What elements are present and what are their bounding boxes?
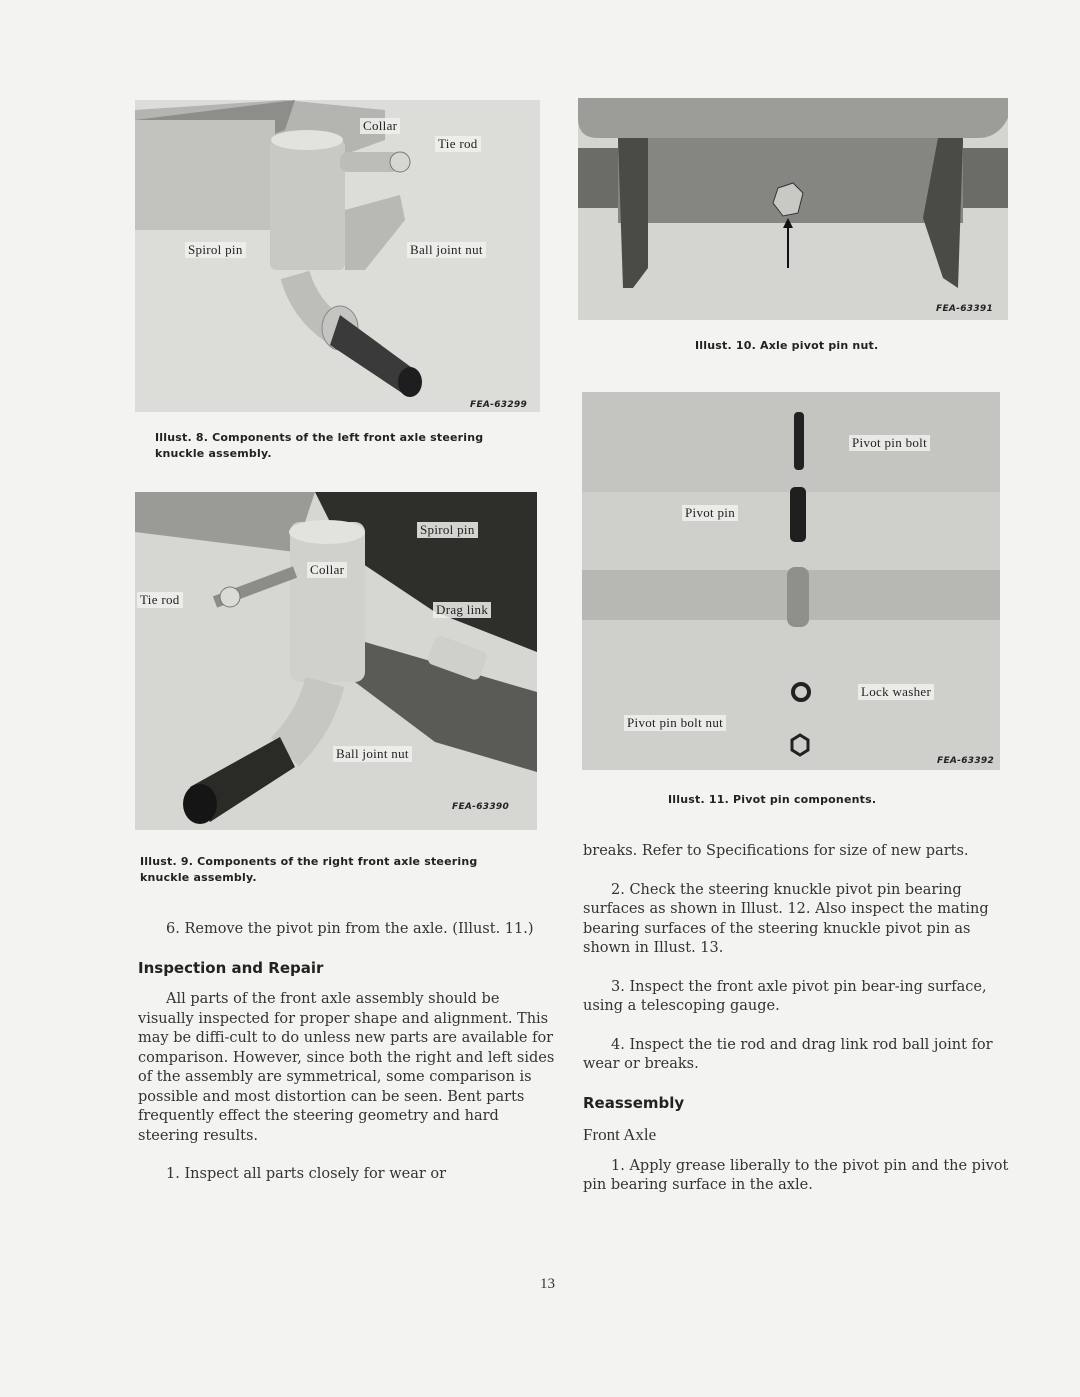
inspection-step-1: 1. Inspect all parts closely for wear or	[166, 1166, 447, 1182]
page-number: 13	[540, 1276, 555, 1292]
steering-knuckle-right-illustration	[135, 492, 537, 830]
illust-10-figure	[578, 98, 1008, 320]
illust-11-photo	[582, 392, 1000, 770]
callout-pivot-pin-bolt: Pivot pin bolt	[849, 435, 930, 451]
inspection-step-4: 4. Inspect the tie rod and drag link rod ball joint for wear or breaks.	[583, 1036, 993, 1072]
illust-9-figure	[135, 492, 537, 830]
figure-code: FEA-63390	[452, 802, 510, 812]
illust-8-photo	[135, 100, 540, 412]
callout-collar: Collar	[307, 562, 347, 578]
figure-code: FEA-63391	[936, 304, 994, 314]
callout-spirol-pin: Spirol pin	[185, 242, 246, 258]
callout-spirol-pin: Spirol pin	[417, 522, 478, 538]
callout-ball-joint-nut: Ball joint nut	[333, 746, 412, 762]
reassembly-heading: Reassembly	[583, 1093, 685, 1112]
right-text-column	[583, 842, 1013, 1215]
step-1-continued: breaks. Refer to Specifications for size of new parts.	[583, 843, 969, 859]
callout-tie-rod: Tie rod	[435, 136, 481, 152]
illust-8-caption: Illust. 8. Components of the left front axle steering knuckle assembly.	[155, 431, 484, 460]
pivot-pin-components-illustration	[582, 392, 1000, 770]
callout-collar: Collar	[360, 118, 400, 134]
reassembly-step-1: 1. Apply grease liberally to the pivot pin and the pivot pin bearing surface in the axle.	[583, 1157, 1009, 1193]
callout-pivot-pin: Pivot pin	[682, 505, 738, 521]
callout-lock-washer: Lock washer	[858, 684, 934, 700]
figure-code: FEA-63392	[937, 756, 995, 766]
axle-pivot-pin-nut-illustration	[578, 98, 1008, 320]
front-axle-subheading: Front Axle	[583, 1125, 657, 1144]
left-text-column	[138, 920, 558, 1204]
figure-code: FEA-63299	[470, 400, 528, 410]
inspection-step-2: 2. Check the steering knuckle pivot pin bearing surfaces as shown in Illust. 12. Also inspect the mating bearing surfaces of the steering knuckle pivot pin as shown in Illust. 13.	[583, 881, 989, 956]
illust-11-figure	[582, 392, 1000, 770]
inspection-repair-heading: Inspection and Repair	[138, 958, 324, 977]
inspection-step-3: 3. Inspect the front axle pivot pin bear-ing surface, using a telescoping gauge.	[583, 978, 987, 1014]
illust-11-caption: Illust. 11. Pivot pin components.	[668, 793, 877, 806]
step-6: 6. Remove the pivot pin from the axle. (Illust. 11.)	[166, 921, 534, 937]
illust-8-figure	[135, 100, 540, 420]
illust-10-caption: Illust. 10. Axle pivot pin nut.	[695, 339, 879, 352]
illust-9-photo	[135, 492, 537, 830]
illust-10-photo	[578, 98, 1008, 320]
callout-pivot-pin-bolt-nut: Pivot pin bolt nut	[624, 715, 726, 731]
illust-9-caption: Illust. 9. Components of the right front axle steering knuckle assembly.	[140, 855, 478, 884]
callout-drag-link: Drag link	[433, 602, 491, 618]
callout-ball-joint-nut: Ball joint nut	[407, 242, 486, 258]
inspection-intro: All parts of the front axle assembly should be visually inspected for proper shape and alignment. This may be diffi-cult to do unless new parts are available for comparison. However, since both the right and left sides of the assembly are symmetrical, some comparison is possible and most distortion can be seen. Bent parts frequently effect the steering geometry and hard steering results.	[138, 991, 555, 1144]
callout-tie-rod: Tie rod	[137, 592, 183, 608]
